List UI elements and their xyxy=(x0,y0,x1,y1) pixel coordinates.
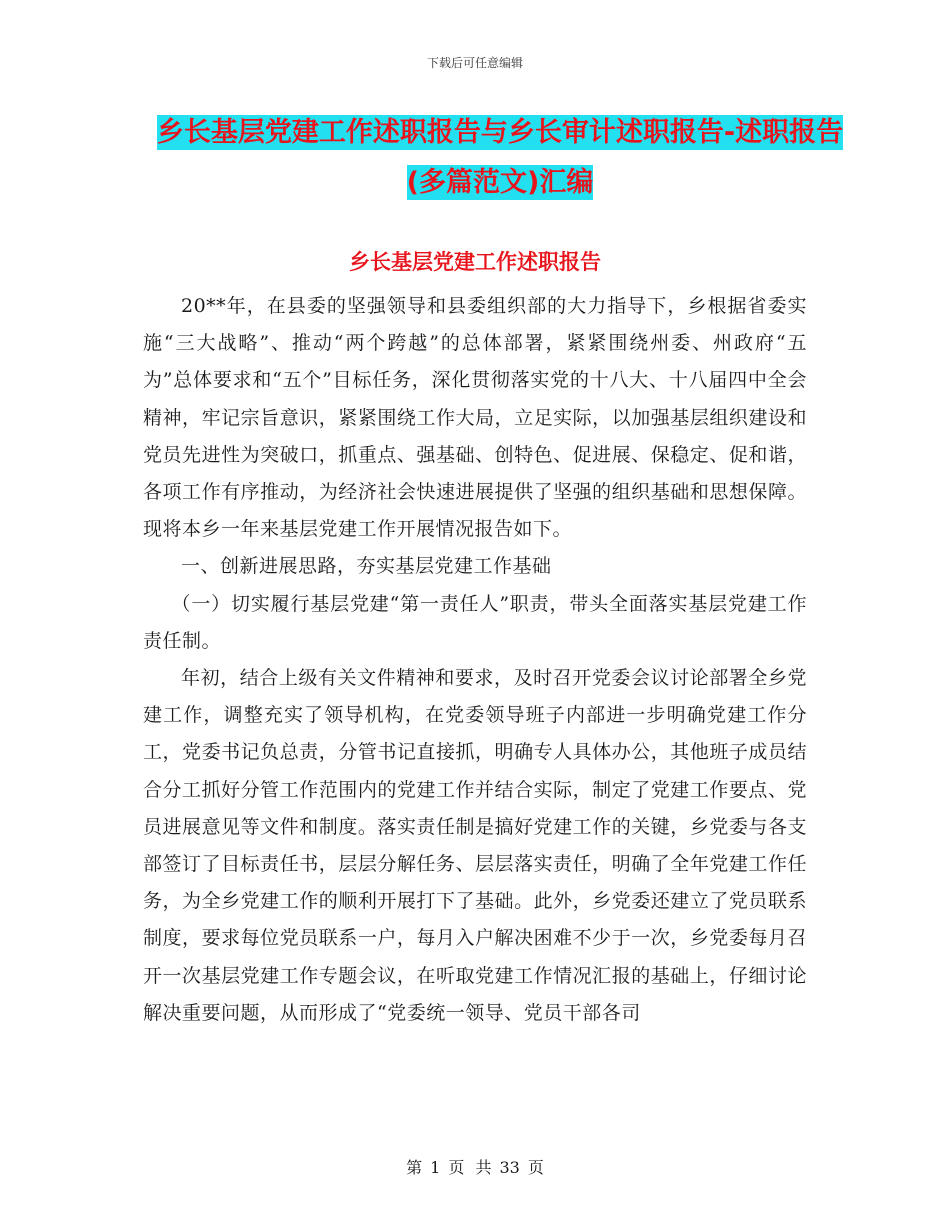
page-mid: 页 共 xyxy=(448,1158,492,1177)
page-footer xyxy=(0,1155,950,1178)
document-body xyxy=(143,288,807,1032)
header-note: 下载后可任意编辑 xyxy=(426,56,523,70)
paragraph-intro: 20**年，在县委的坚强领导和县委组织部的大力指导下，乡根据省委实施“三大战略”、推动“两个跨越”的总体部署，紧紧围绕州委、州政府“五为”总体要求和“五个”目标任务，深化贯彻落实党的十八大、十八届四中全会精神，牢记宗旨意识，紧紧围绕工作大局，立足实际，以加强基层组织建设和党员先进性为突破口，抓重点、强基础、创特色、促进展、保稳定、促和谐，各项工作有序推动，为经济社会快速进展提供了坚强的组织基础和思想保障。现将本乡一年来基层党建工作开展情况报告如下。 xyxy=(143,295,807,541)
page-suffix: 页 xyxy=(527,1158,544,1177)
section-title: 乡长基层党建工作述职报告 xyxy=(349,250,601,274)
heading-item-one: （一）切实履行基层党建“第一责任人”职责，带头全面落实基层党建工作责任制。 xyxy=(143,592,807,652)
paragraph-body: 年初，结合上级有关文件精神和要求，及时召开党委会议讨论部署全乡党建工作，调整充实了领导机构，在党委领导班子内部进一步明确党建工作分工，党委书记负总责，分管书记直接抓，明确专人具体办公，其他班子成员结合分工抓好分管工作范围内的党建工作并结合实际，制定了党建工作要点、党员进展意见等文件和制度。落实责任制是搞好党建工作的关键，乡党委与各支部签订了目标责任书，层层分解任务、层层落实责任，明确了全年党建工作任务，为全乡党建工作的顺利开展打下了基础。此外，乡党委还建立了党员联系制度，要求每位党员联系一户，每月入户解决困难不少于一次，乡党委每月召开一次基层党建工作专题会议，在听取党建工作情况汇报的基础上，仔细讨论解决重要问题，从而形成了“党委统一领导、党员干部各司 xyxy=(143,667,807,1024)
page-number: 1 xyxy=(430,1158,441,1177)
heading-part-one: 一、创新进展思路，夯实基层党建工作基础 xyxy=(181,555,552,578)
page-prefix: 第 xyxy=(406,1158,423,1177)
document-title-text: 乡长基层党建工作述职报告与乡长审计述职报告-述职报告(多篇范文)汇编 xyxy=(156,117,844,198)
document-title xyxy=(150,108,850,208)
page-total: 33 xyxy=(499,1158,520,1177)
